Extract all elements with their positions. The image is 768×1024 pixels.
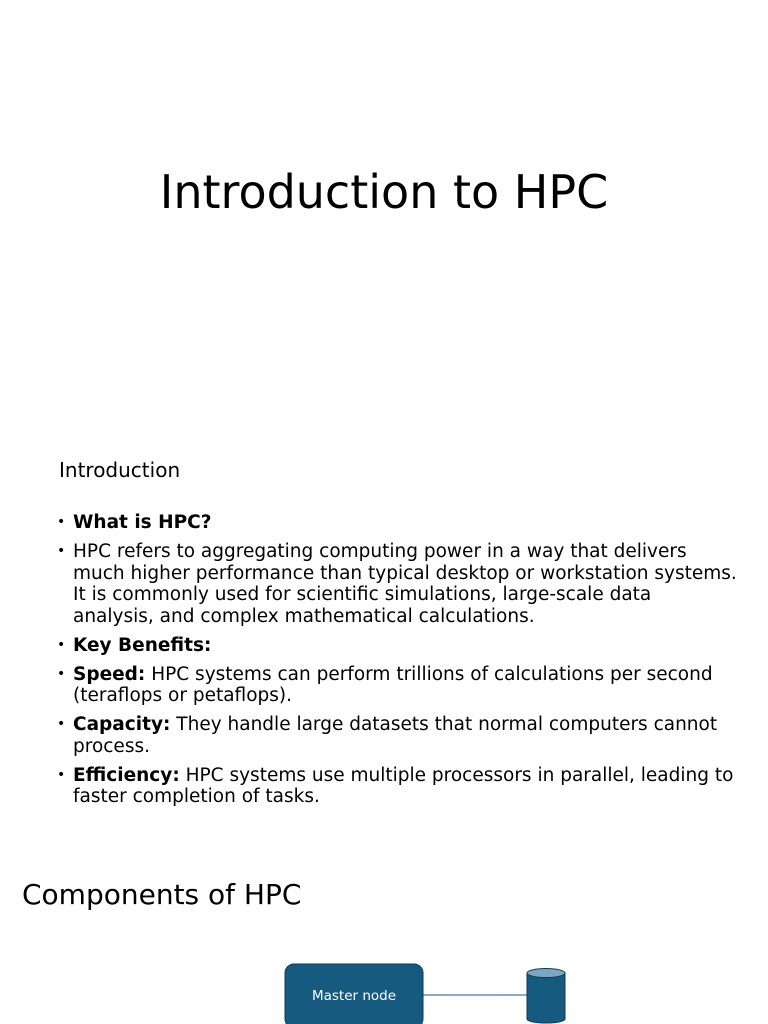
bullet-item [57,512,737,534]
bullet-item [57,664,737,707]
master-node-label: Master node [311,988,397,1004]
bullet-bold-text: Efficiency: [73,764,180,786]
bullet-dot-icon: • [57,766,66,783]
bullet-list [57,512,737,815]
bullet-dot-icon: • [57,636,66,653]
bullet-bold-text: What is HPC? [73,512,212,533]
bullet-item [57,765,737,808]
bullet-bold-text: Capacity: [73,714,171,735]
bullet-bold-text: Key Benefits: [73,634,212,656]
components-heading: Components of HPC [22,878,302,911]
bullet-dot-icon: • [57,514,66,530]
bullet-text: HPC systems use multiple processors in parallel, leading to faster completion of tasks. [73,764,734,807]
section-label: Introduction [59,458,181,482]
bullet-dot-icon: • [57,716,66,732]
bullet-dot-icon: • [57,543,66,559]
storage-cylinder-icon [527,969,565,1024]
bullet-item [57,714,737,757]
bullet-item [57,635,737,657]
bullet-bold-text: Speed: [73,663,146,685]
hpc-components-diagram [0,950,768,1024]
bullet-text: HPC refers to aggregating computing power in a way that delivers much higher performance than typical desktop or workstation systems. It is commonly used for scientific simulations, large-scale data analysis, and complex mathematical calculations. [73,541,737,627]
bullet-text: HPC systems can perform trillions of calculations per second (teraflops or petaflops). [73,663,713,706]
bullet-dot-icon: • [57,665,66,682]
slide-title: Introduction to HPC [159,165,609,219]
bullet-item [57,541,737,627]
bullet-text: They handle large datasets that normal computers cannot process. [73,714,718,757]
